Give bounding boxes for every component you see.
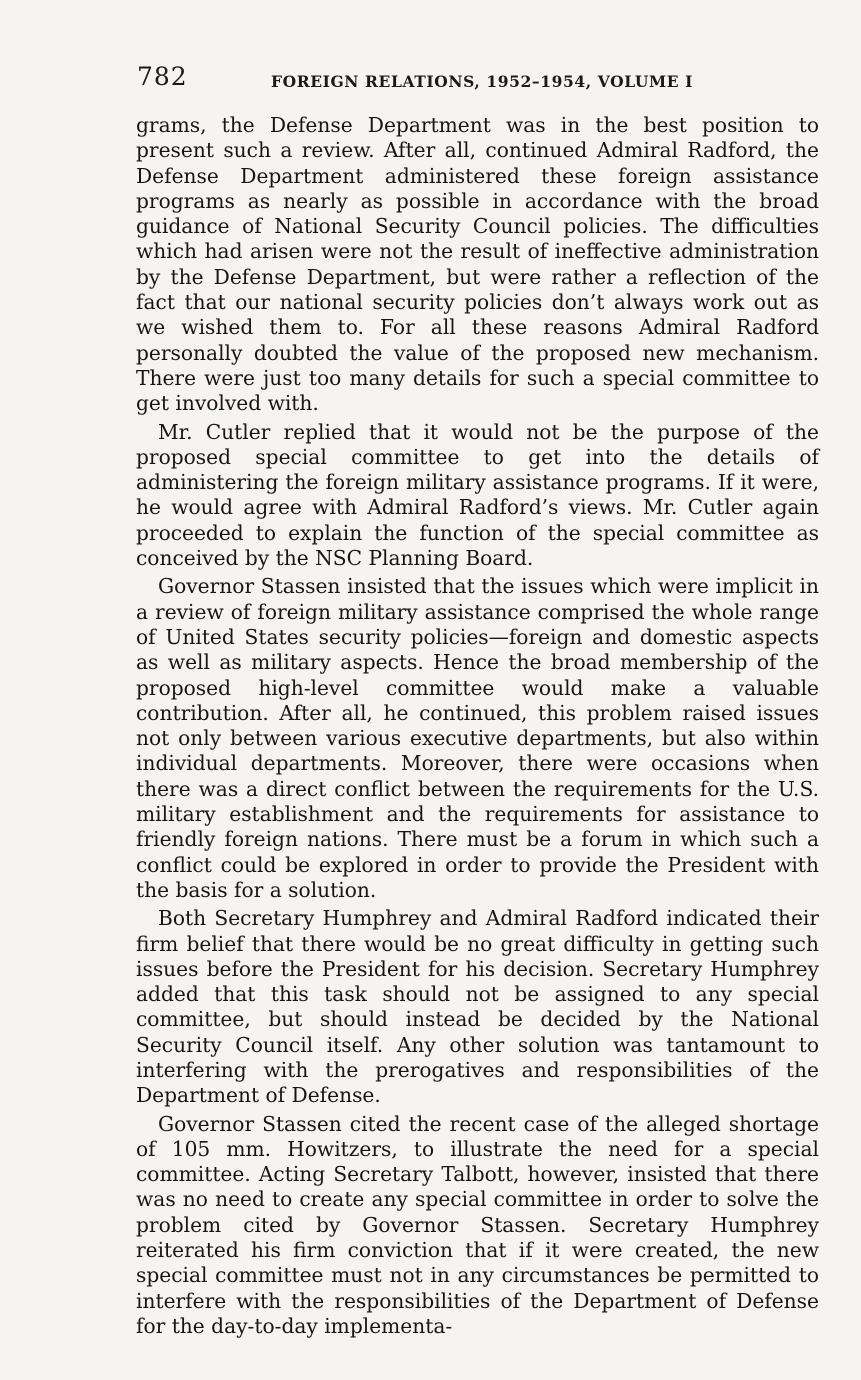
paragraph-humphrey-radford: Both Secretary Humphrey and Admiral Radford indicated their firm belief that there would be no great difficulty in getting such issues before the President for his decision. Secretary Humphrey added that this task should not be assigned to any special committee, but should instead be decided by the National Security Council itself. Any other solution was tantamount to interfering with the prerogatives and responsibilities of the Department of Defense. — [136, 906, 819, 1108]
paragraph-continuation: grams, the Defense Department was in the best position to present such a review. After all, continued Admiral Radford, the Defense Department administered these foreign assistance programs as nearly as possible in accordance with the broad guidance of National Security Council policies. The difficulties which had arisen were not the result of ineffective administration by the Defense Department, but were rather a reflection of the fact that our national security policies don’t always work out as we wished them to. For all these reasons Admiral Radford personally doubted the value of the proposed new mechanism. There were just too many details for such a special committee to get involved with. — [136, 113, 819, 416]
paragraph-cutler-reply: Mr. Cutler replied that it would not be the purpose of the proposed special committee to get into the details of administering the foreign military assistance programs. If it were, he would agree with Admiral Radford’s views. Mr. Cutler again proceeded to explain the function of the special committee as conceived by the NSC Planning Board. — [136, 419, 819, 571]
paragraph-stassen-howitzers: Governor Stassen cited the recent case of the alleged shortage of 105 mm. Howitzers, to illustrate the need for a special committee. Acting Secretary Talbott, however, insisted that there was no need to create any special committee in order to solve the problem cited by Governor Stassen. Secretary Humphrey reiterated his firm conviction that if it were created, the new special committee must not in any circumstances be permitted to interfere with the responsibilities of the Department of Defense for the day-to-day implementa- — [136, 1111, 819, 1338]
page-header — [137, 62, 817, 102]
body-text — [136, 113, 819, 1339]
page-number: 782 — [137, 62, 188, 91]
running-head: FOREIGN RELATIONS, 1952–1954, VOLUME I — [271, 72, 693, 91]
paragraph-stassen-insisted: Governor Stassen insisted that the issues which were implicit in a review of foreign military assistance comprised the whole range of United States security policies—foreign and domestic aspects as well as military aspects. Hence the broad membership of the proposed high-level committee would make a valuable contribution. After all, he continued, this problem raised issues not only between various executive departments, but also within individual departments. Moreover, there were occasions when there was a direct conflict between the requirements for the U.S. military establishment and the requirements for assistance to friendly foreign nations. There must be a forum in which such a conflict could be explored in order to provide the President with the basis for a solution. — [136, 574, 819, 902]
